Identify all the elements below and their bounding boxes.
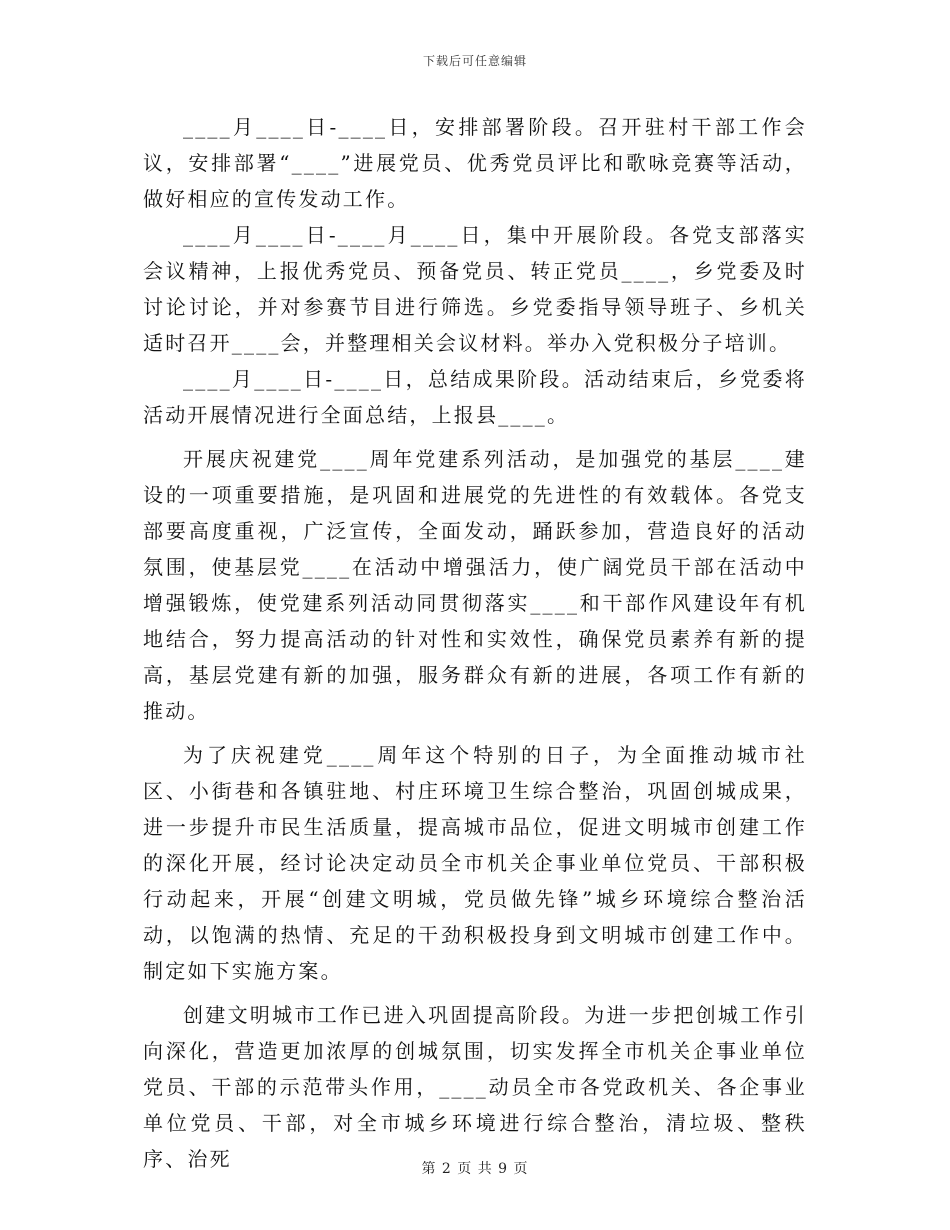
paragraph-implementation-stage: ____月____日-____月____日，集中开展阶段。各党支部落实会议精神，上报优秀党员、预备党员、转正党员____，乡党委及时讨论讨论，并对参赛节目进行筛选。乡党委指导领导班子、乡机关适时召开____会，并整理相关会议材料。举办入党积极分子培训。 [143,223,807,355]
paragraph-background: 创建文明城市工作已进入巩固提高阶段。为进一步把创城工作引向深化，营造更加浓厚的创城氛围，切实发挥全市机关企事业单位党员、干部的示范带头作用，____动员全市各党政机关、各企事业单位党员、干部，对全市城乡环境进行综合整治，清垃圾、整秩序、治死 [143,1003,807,1171]
paragraph-summary-stage: ____月____日-____日，总结成果阶段。活动结束后，乡党委将活动开展情况进行全面总结，上报县____。 [143,367,807,427]
paragraph-significance: 开展庆祝建党____周年党建系列活动，是加强党的基层____建设的一项重要措施，是巩固和进展党的先进性的有效载体。各党支部要高度重视，广泛宣传，全面发动，踊跃参加，营造良好的活动氛围，使基层党____在活动中增强活力，使广阔党员干部在活动中增强锻炼，使党建系列活动同贯彻落实____和干部作风建设年有机地结合，努力提高活动的针对性和实效性，确保党员素养有新的提高，基层党建有新的加强，服务群众有新的进展，各项工作有新的推动。 [143,447,807,723]
document-body [143,109,807,1177]
paragraph-deployment-stage: ____月____日-____日，安排部署阶段。召开驻村干部工作会议，安排部署“____”进展党员、优秀党员评比和歌咏竞赛等活动，做好相应的宣传发动工作。 [143,115,807,211]
page-footer: 第 2 页 共 9 页 [421,1161,529,1177]
page-header: 下载后可任意编辑 [422,54,527,68]
paragraph-purpose: 为了庆祝建党____周年这个特别的日子，为全面推动城市社区、小街巷和各镇驻地、村庄环境卫生综合整治，巩固创城成果，进一步提升市民生活质量，提高城市品位，促进文明城市创建工作的深化开展，经讨论决定动员全市机关企事业单位党员、干部积极行动起来，开展“创建文明城，党员做先锋”城乡环境综合整治活动，以饱满的热情、充足的干劲积极投身到文明城市创建工作中。制定如下实施方案。 [143,743,807,983]
